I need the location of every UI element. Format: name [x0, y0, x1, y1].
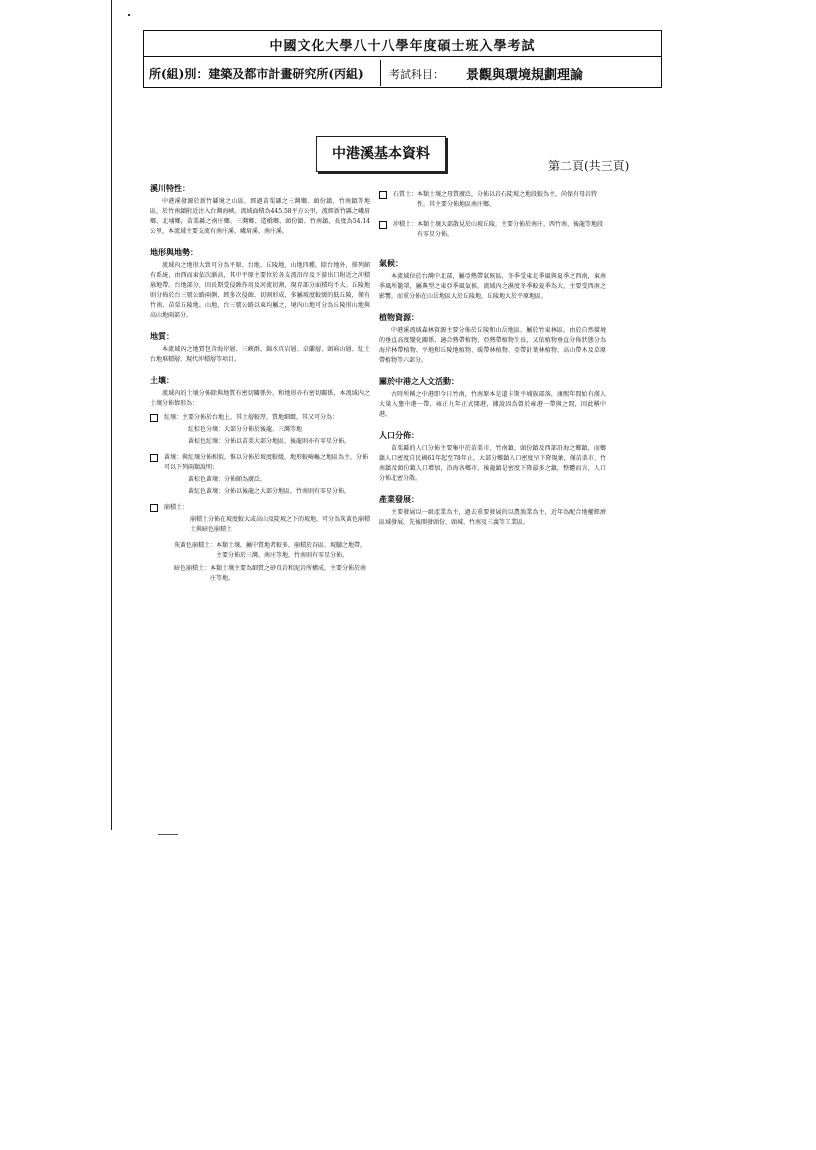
section-geology [150, 331, 370, 365]
right-column [379, 190, 606, 538]
page-number: 第二頁(共三頁) [548, 159, 630, 173]
red-soil-text: 紅壤：主要分佈於台地上，其土層較厚，質地細緻，其又可分為： [164, 414, 339, 421]
history-heading: 關於中港之人文活動： [379, 377, 459, 386]
river-heading: 溪川特性： [150, 184, 190, 193]
terrain-heading: 地形與地勢： [150, 248, 198, 257]
checkbox-icon [150, 414, 158, 422]
litho-sub1-text: 本類土壤，屬中質地者較多，崩積於谷區、坡腳之地帶，主要分佈於三灣、南庄等地，竹南則有零星分佈。 [216, 542, 367, 559]
geology-heading: 地質： [150, 332, 174, 341]
geology-text: 本流域內之地質包含海岸層、三峽群、錦水頁岩層、卓蘭層、頭嵙山層、紅土台地堆積層、現代沖積層等項目。 [150, 346, 370, 363]
section-soil [150, 375, 370, 584]
subject-label: 考試科目： [389, 68, 444, 81]
section-climate [379, 258, 606, 302]
economy-text: 主要發展以一級產業為主，過去重要發展的以農漁業為主，近年為配合地權經濟區域發展，先後開發頭份、頭城、竹南及三義等工業區。 [379, 509, 606, 526]
terrain-text: 流域內之地形大致可分為平原、台地、丘陵地、山地四種，除台地外，排列頗有系統，由西而東依次漸高，其中平原主要位於各支流沿岸及下游出口附近之沖積扇地帶。台地部分，因長期受侵蝕作用及河流切割，現存部分面積均不大。丘陵地則分佈於台三號公路兩側，經多次侵蝕、切割形成，多屬坡度較緩的低丘陵，僅有竹南、苗栗丘陵地。山地，台三號公路以東均屬之，境內山地可分為丘陵形山地與高山地兩部分。 [150, 262, 370, 319]
river-text: 中港溪發源於新竹縣境之山區，經過苗栗縣之三灣鄉、頭份鎮、竹南鎮等地區，於竹南鎮附近注入台灣海峽。流域面積為445.58平方公里，流經新竹縣之峨眉鄉、北埔鄉，苗栗縣之南庄鄉、三灣鄉、造橋鄉、頭份鎮、竹南鎮，長度為54.14公里，本流域主要支流有南庄溪、峨眉溪、南庄溪。 [150, 198, 370, 235]
vegetation-heading: 植物資源： [379, 313, 419, 322]
soil-intro: 流域內的土壤分佈除與地質有密切關係外，和地形亦有密切關係，本流域內之土壤分佈情形為： [150, 390, 370, 407]
alluvial-soil-text: 本類土壤大部散見於山坡丘陵，主要分佈於南庄、西竹南、後龍等地段有零星分佈。 [417, 221, 604, 238]
left-column [150, 183, 370, 594]
population-text: 苗栗縣的人口分佈主要集中於苗栗市、竹南鎮、頭份鎮及西部沿海之鄉鎮，而鄉鎮人口密度自民國61年起至78年止，大部分鄉鎮人口密度呈下降現象，僅苗栗市、竹南鎮及頭份鎮人口增加，沿海各鄉市，後龍鎮是密度下降最多之鎮，整體而言，人口分佈北密分散。 [379, 445, 606, 482]
header-divider [144, 56, 661, 57]
red-soil-sub2: 黃棕色紅壤：分佈以苗栗大部分地區，後龍則亦有零星分佈。 [188, 438, 351, 445]
alluvial-soil-label: 沖積土： [393, 221, 418, 228]
population-heading: 人口分佈： [379, 431, 419, 440]
litho-sub1-label: 灰黃色崩積土： [174, 542, 217, 549]
litho-sub2-label: 暗色崩積土： [174, 565, 211, 572]
litho-soil-text: 崩積土分佈在坡度較大或高山及陡坡之下的坡地，可分為灰黃色崩積土與暗色崩積土 [190, 516, 371, 533]
checkbox-icon [150, 454, 158, 462]
yellow-soil-item [150, 453, 370, 473]
yellow-soil-sub2: 黃紅色黃壤：分佈以後龍之大部分地區，竹南則有零星分佈。 [188, 488, 351, 495]
department-label: 所(組)別：建築及都市計畫研究所(丙組) [149, 67, 364, 81]
yellow-soil-sub1: 黃棕色黃壤：分佈頗為廣泛。 [188, 476, 267, 483]
checkbox-icon [379, 191, 387, 199]
alluvial-soil-item [379, 220, 606, 240]
section-history [379, 376, 606, 420]
climate-text: 本流域位於台灣中北部，屬亞熱帶氣候區，冬季受東北季風與夏季之西南，東南季風所籠罩，屬典型之東亞季風氣候。流域內之濕度冬季較夏季為大，主要受西南之影響，而重分佈在山岳地區大於丘陵地，丘陵地大於平原地區。 [379, 273, 606, 300]
economy-heading: 產業發展： [379, 495, 419, 504]
stone-soil-label: 石質土： [393, 191, 418, 198]
checkbox-icon [379, 221, 387, 229]
stone-soil-item [379, 190, 606, 210]
section-terrain [150, 247, 370, 321]
section-vegetation [379, 312, 606, 366]
subject-name: 景觀與環境規劃理論 [466, 68, 584, 83]
history-text: 古時所稱之中港即今日竹南，竹南原本是道卡斯平埔族部落，康熙年間始有漢人大量入墾中港一帶，雍正九年正式開港，據說因為曾於雍港一帶與之間，因此稱中港。 [379, 391, 606, 418]
exam-title: 中國文化大學八十八學年度碩士班入學考試 [269, 39, 536, 54]
checkbox-icon [150, 504, 158, 512]
section-economy [379, 494, 606, 528]
red-soil-item [150, 413, 370, 423]
soil-heading: 土壤： [150, 376, 174, 385]
scan-mark [158, 834, 178, 835]
litho-soil-item [150, 503, 370, 513]
scan-speck [128, 14, 130, 16]
climate-heading: 氣候： [379, 259, 403, 268]
document-title: 中港溪基本資料 [316, 136, 446, 172]
section-river [150, 183, 370, 237]
margin-rule [111, 0, 112, 830]
header-vertical-divider [380, 60, 381, 86]
stone-soil-text: 本類土壤之母質廣泛，分佈以岩石陡坡之地段較為主，尚保有母岩特性，其主要分佈地區南庄鄉。 [417, 191, 598, 208]
litho-sub2 [150, 564, 370, 584]
litho-sub1 [150, 541, 370, 561]
vegetation-text: 中港溪流域森林資源主要分佈於丘陵和山岳地區，屬於竹東林區。由於自然環境的垂直高度變化關係，適合熱帶植物、亞熱帶植物生長，又依植物垂直分佈狀態分為海岸林帶植物、平地和丘陵地植物、暖帶林植物、亞帶針葉林植物、高山帶木及草原帶植物等六部分。 [379, 327, 606, 364]
litho-sub2-text: 本類土壤主要為細質之砂頁岩和泥岩所構成，主要分佈於南庄等地。 [210, 565, 367, 582]
litho-soil-label: 崩積土： [164, 504, 189, 511]
exam-header [143, 30, 662, 88]
red-soil-sub1: 紅棕色分壤：大部分分佈於後龍、三灣等地 [188, 426, 303, 433]
yellow-soil-text: 黃壤：與紅壤分佈相似，惟以分佈於坡度較緩，地形較崎嶇之地區為主，分佈可以下列兩類說明： [164, 454, 369, 471]
section-population [379, 430, 606, 484]
